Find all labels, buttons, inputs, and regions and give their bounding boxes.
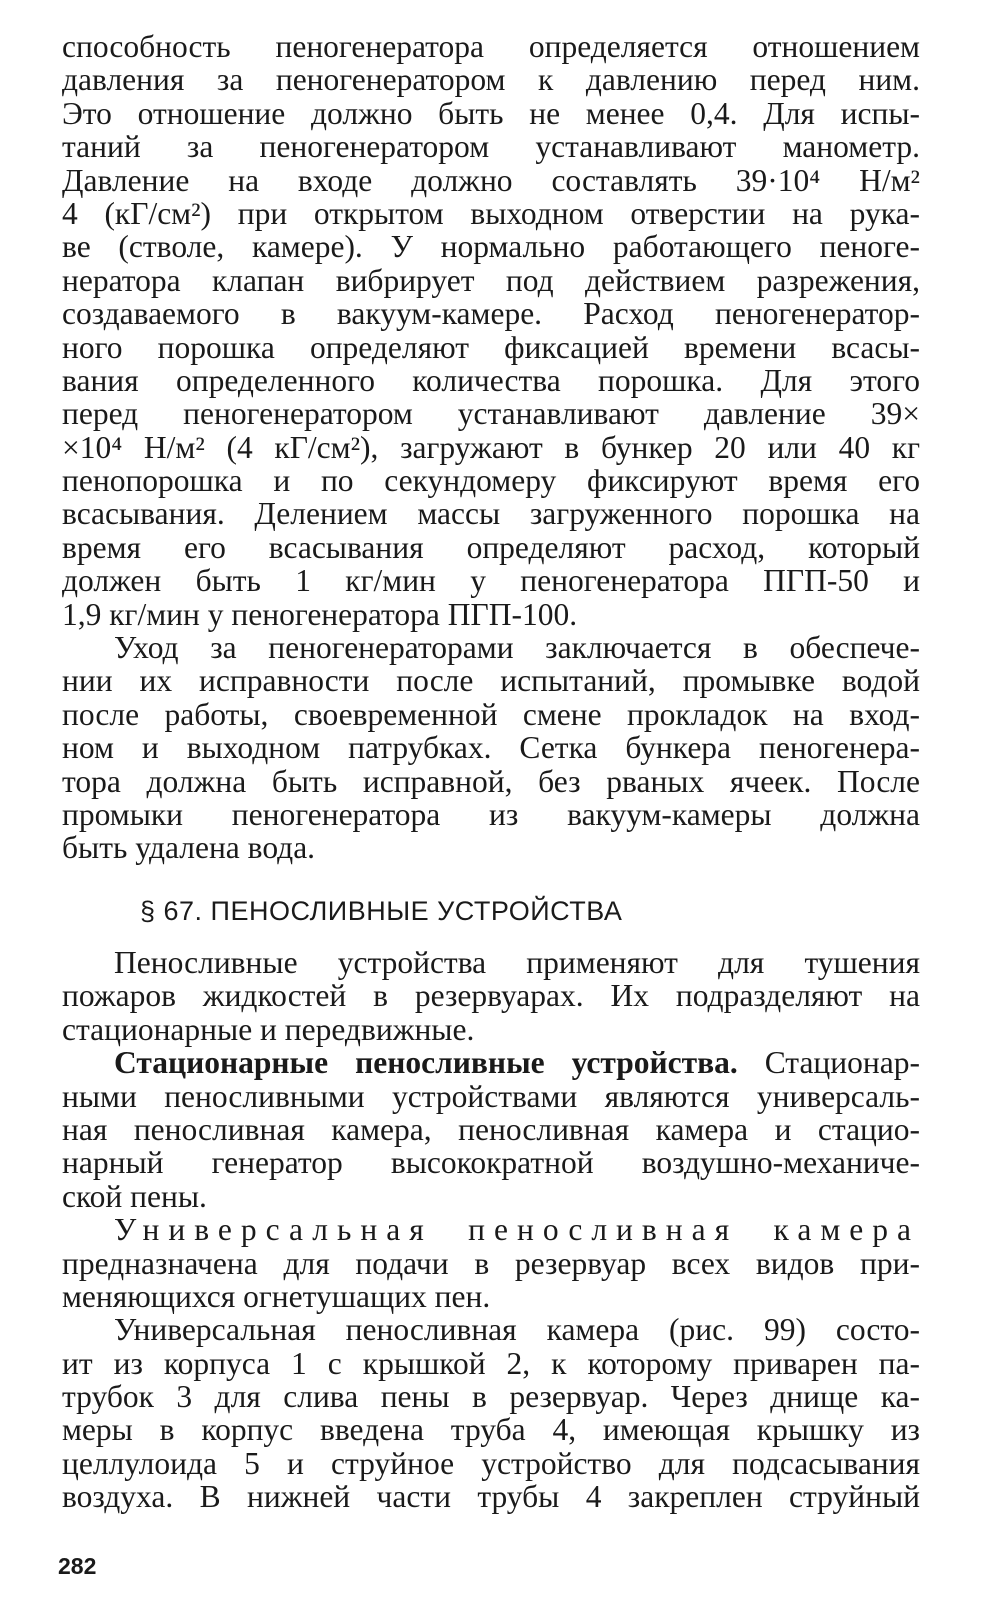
text-line: Это отношение должно быть не менее 0,4. Для испы-	[62, 95, 920, 131]
text-line: тора должна быть исправной, без рваных ячеек. После	[62, 763, 920, 799]
text-line: быть удалена вода.	[62, 830, 316, 866]
text-line	[62, 1046, 920, 1079]
paragraph-1	[62, 30, 920, 631]
text-line: вания определенного количества порошка. Для этого	[62, 362, 920, 398]
paragraph-intro	[62, 946, 920, 1046]
text-line: воздуха. В нижней части трубы 4 закреплен струйный	[62, 1479, 920, 1515]
text-line: ными пеносливными устройствами являются универсаль-	[62, 1078, 920, 1114]
run-in-heading: Стационарные пеносливные устройства.	[114, 1045, 738, 1081]
text-line: пожаров жидкостей в резервуарах. Их подразделяют на	[62, 978, 920, 1014]
text-line: перед пеногенератором устанавливают давление 39×	[62, 396, 920, 432]
paragraph-2	[62, 631, 920, 865]
text-line: целлулоида 5 и струйное устройство для подсасывания	[62, 1445, 920, 1481]
section-heading: § 67. ПЕНОСЛИВНЫЕ УСТРОЙСТВА	[140, 896, 623, 926]
text-line: меры в корпус введена труба 4, имеющая крышку из	[62, 1412, 920, 1448]
text-run: Стационар-	[737, 1045, 920, 1081]
text-line: 4 (кГ/см²) при открытом выходном отверстии на рука-	[62, 195, 920, 231]
paragraph-description	[62, 1313, 920, 1513]
text-line: время его всасывания определяют расход, который	[62, 529, 920, 565]
text-line: ном и выходном патрубках. Сетка бункера пеногенера-	[62, 730, 920, 766]
text-line: ная пеносливная камера, пеносливная камера и стацио-	[62, 1111, 920, 1147]
paragraph-universal	[62, 1213, 920, 1313]
paragraph-stationary	[62, 1046, 920, 1213]
text-line: способность пеногенератора определяется отношением	[62, 29, 920, 64]
text-line: Уход за пеногенераторами заключается в обеспече-	[114, 630, 920, 666]
text-line: Давление на входе должно составлять 39·10⁴ Н/м²	[62, 162, 920, 198]
text-line: ской пены.	[62, 1178, 207, 1214]
text-line: создаваемого в вакуум-камере. Расход пеногенератор-	[62, 296, 920, 332]
text-line: стационарные и передвижные.	[62, 1011, 475, 1047]
text-line: нарный генератор высокократной воздушно-механиче-	[62, 1145, 920, 1181]
text-line: предназначена для подачи в резервуар всех видов при-	[62, 1245, 920, 1281]
text-line: ве (стволе, камере). У нормально работающего пеноге-	[62, 229, 920, 265]
section-1-text	[62, 30, 920, 865]
text-line: ит из корпуса 1 с крышкой 2, к которому приварен па-	[62, 1345, 920, 1381]
text-line: ного порошка определяют фиксацией времени всасы-	[62, 329, 920, 365]
text-line: нии их исправности после испытаний, промывке водой	[62, 663, 920, 699]
text-line: 1,9 кг/мин у пеногенератора ПГП-100.	[62, 596, 578, 632]
page-number: 282	[58, 1553, 97, 1579]
text-line: таний за пеногенератором устанавливают манометр.	[62, 129, 920, 165]
text-line: всасывания. Делением массы загруженного порошка на	[62, 496, 920, 532]
text-line: трубок 3 для слива пены в резервуар. Через днище ка-	[62, 1379, 920, 1415]
text-line: Универсальная пеносливная камера (рис. 99) состо-	[114, 1312, 920, 1348]
text-line: пенопорошка и по секундомеру фиксируют время его	[62, 463, 920, 499]
text-line: должен быть 1 кг/мин у пеногенератора ПГП-50 и	[62, 563, 920, 599]
spaced-term: Универсальная пеносливная камера	[114, 1212, 920, 1248]
text-line: меняющихся огнетушащих пен.	[62, 1278, 491, 1314]
text-line: после работы, своевременной смене прокладок на вход-	[62, 696, 920, 732]
section-2-text	[62, 946, 920, 1514]
text-line: промыки пеногенератора из вакуум-камеры должна	[62, 796, 920, 832]
text-line: давления за пеногенератором к давлению перед ним.	[62, 62, 920, 98]
text-line: нератора клапан вибрирует под действием разрежения,	[62, 262, 920, 298]
text-line: Пеносливные устройства применяют для тушения	[114, 945, 920, 980]
text-line: ×10⁴ Н/м² (4 кГ/см²), загружают в бункер 20 или 40 кг	[62, 429, 920, 465]
